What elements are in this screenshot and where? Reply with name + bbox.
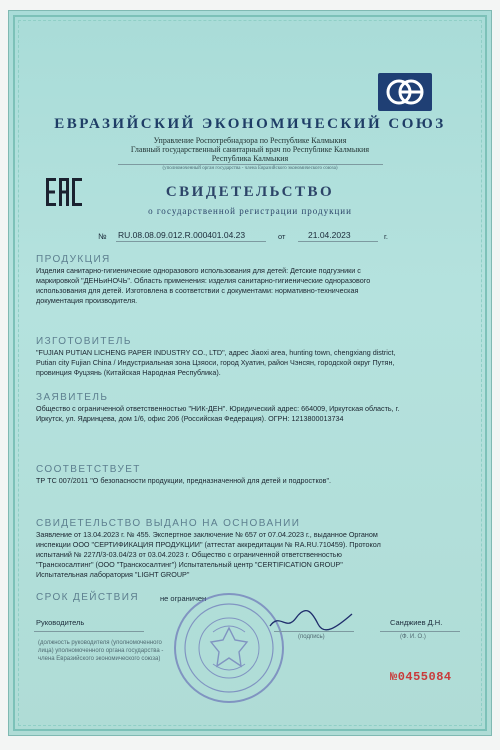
authority-line-3: Республика Калмыкия (211, 154, 289, 163)
registration-date: 21.04.2023 (308, 230, 351, 240)
certificate-sheet (8, 10, 492, 736)
role-caption-line: (должность руководителя (уполномоченного (38, 640, 162, 646)
authority-line-1: Управление Роспотребнадзора по Республике Калмыкия (153, 136, 347, 145)
applicant-heading: ЗАЯВИТЕЛЬ (36, 392, 109, 403)
signature-caption: (подпись) (298, 634, 325, 640)
validity-value: не ограничен (160, 594, 207, 603)
number-prefix: № (98, 232, 107, 241)
conformity-heading: СООТВЕТСТВУЕТ (36, 464, 141, 475)
applicant-text (36, 404, 466, 424)
product-line: использования для детей. Изготовлена в соответствии с документами: нормативно-техническая (36, 286, 359, 295)
signatory-role: Руководитель (36, 618, 85, 627)
handwritten-signature-icon (266, 608, 356, 639)
basis-line: испытаний № 227Л/3-03.04/23 от 03.04.2023 г. Общество с ограниченной ответственностью (36, 550, 342, 559)
eaeu-logo-icon (378, 73, 432, 111)
date-underline (298, 241, 378, 242)
manufacturer-line: Putian city Fujian China / Индустриальная зона Цзяоси, город Хуатин, район Чэнсян, городской округ Путян, (36, 358, 395, 367)
manufacturer-heading: ИЗГОТОВИТЕЛЬ (36, 336, 132, 347)
product-line: Изделия санитарно-гигиенические одноразового использования для детей: Детские подгузники с (36, 266, 361, 275)
manufacturer-line: провинция Фуцзянь (Китайская Народная Республика). (36, 368, 221, 377)
basis-line: инспекции ООО "СЕРТИФИКАЦИЯ ПРОДУКЦИИ" (аттестат аккредитации № RA.RU.710459). Протокол (36, 540, 381, 549)
authority-underline (118, 164, 383, 165)
basis-heading: СВИДЕТЕЛЬСТВО ВЫДАНО НА ОСНОВАНИИ (36, 518, 301, 529)
product-text (36, 266, 466, 306)
document-subtitle: о государственной регистрации продукции (148, 206, 352, 216)
basis-line: Заявление от 13.04.2023 г. № 455. Экспертное заключение № 657 от 07.04.2023 г., выданное Органом (36, 530, 378, 539)
validity-heading: СРОК ДЕЙСТВИЯ (36, 592, 139, 603)
authority-line-2: Главный государственный санитарный врач по Республике Калмыкия (130, 145, 370, 154)
basis-line: Испытательная лаборатория "LIGHT GROUP" (36, 570, 190, 579)
name-underline (380, 631, 460, 632)
manufacturer-text (36, 348, 466, 378)
role-caption-line: лица) уполномоченного органа государства - (38, 648, 164, 654)
signatory-name: Санджиев Д.Н. (390, 618, 443, 627)
basis-text (36, 530, 466, 580)
product-heading: ПРОДУКЦИЯ (36, 254, 111, 265)
role-caption-line: члена Евразийского экономического союза) (38, 656, 161, 662)
document-title: СВИДЕТЕЛЬСТВО (165, 184, 335, 200)
product-line: документация производителя. (36, 296, 138, 305)
role-caption (38, 639, 163, 663)
product-line: маркировкой "ДЕНЬиНОЧЬ". Область применения: изделия санитарно-гигиенические одноразового (36, 276, 371, 285)
date-prefix: от (278, 232, 286, 241)
applicant-line: Общество с ограниченной ответственностью "НИК-ДЕН". Юридический адрес: 664009, Иркутская область, г. (36, 404, 400, 413)
number-underline (116, 241, 266, 242)
basis-line: "Транскосалтинг" (ООО "Транскосалтинг") Испытательный центр "CERTIFICATION GROUP" (36, 560, 343, 569)
conformity-line: ТР ТС 007/2011 "О безопасности продукции, предназначенной для детей и подростков". (36, 476, 332, 485)
role-underline (34, 631, 144, 632)
serial-number: №0455084 (390, 670, 452, 684)
date-suffix: г. (384, 232, 388, 241)
registration-number: RU.08.08.09.012.R.000401.04.23 (118, 230, 246, 240)
manufacturer-line: "FUJIAN PUTIAN LICHENG PAPER INDUSTRY CO., LTD", адрес Jiaoxi area, hunting town, chengxiang district, (36, 348, 396, 357)
eaeu-logo-mark-icon (378, 73, 432, 111)
conformity-text (36, 476, 466, 486)
signature-scribble-icon (266, 608, 356, 634)
authority-caption: (уполномоченный орган государства - члена Евразийского экономического союза) (162, 166, 338, 171)
fio-caption: (Ф. И. О.) (400, 634, 426, 640)
union-title: ЕВРАЗИЙСКИЙ ЭКОНОМИЧЕСКИЙ СОЮЗ (54, 116, 446, 132)
applicant-line: Иркутск, ул. Ядринцева, дом 1/6, офис 206 (Российская Федерация). ОГРН: 1213800013734 (36, 414, 344, 423)
